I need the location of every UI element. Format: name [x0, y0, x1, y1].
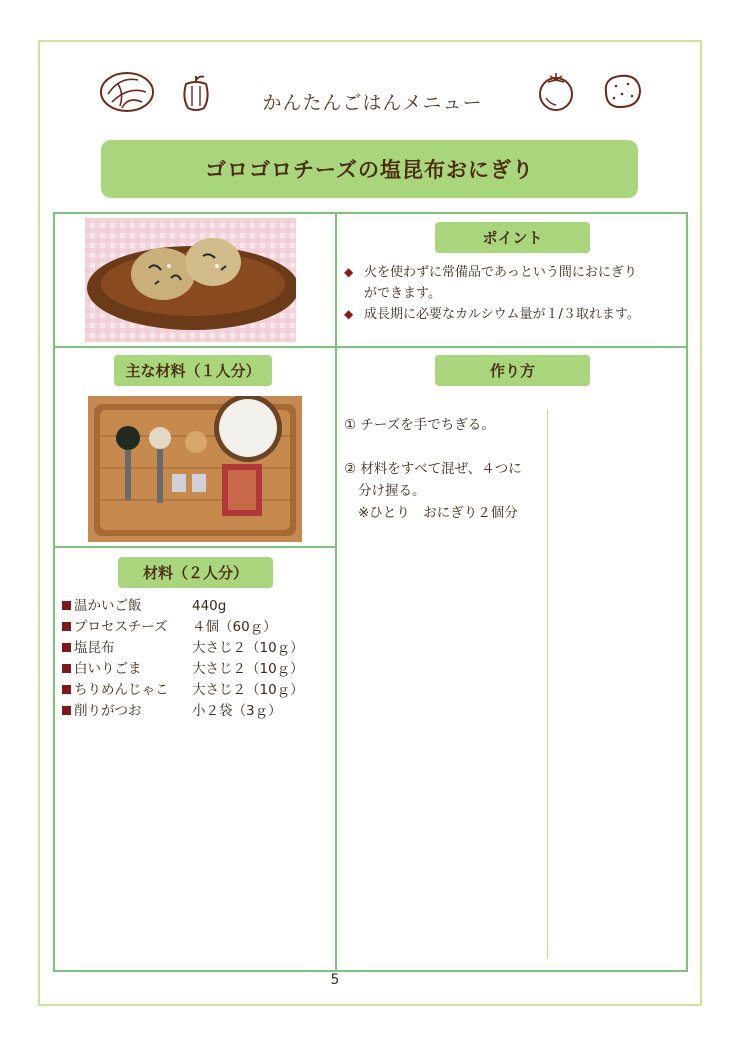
- onigiri-photo: [85, 218, 296, 342]
- point-item: ◆ 成長期に必要なカルシウム量が１/３取れます。: [344, 304, 684, 326]
- main-ingredients-label: 主な材料（１人分）: [114, 355, 272, 386]
- square-bullet-icon: [62, 622, 71, 631]
- method-divider: [547, 410, 548, 958]
- series-title: かんたんごはんメニュー: [262, 92, 483, 114]
- grid-divider-row2: [53, 546, 337, 548]
- ingredient-row: 白いりごま 大さじ２（10ｇ）: [62, 659, 142, 679]
- ingredients-label: 材料（２人分）: [118, 557, 273, 588]
- square-bullet-icon: [62, 685, 71, 694]
- grid-divider-row1: [53, 346, 688, 348]
- ingredients-photo: [88, 396, 302, 542]
- recipe-title: ゴロゴロチーズの塩昆布おにぎり: [101, 140, 638, 198]
- method-step: ② 材料をすべて混ぜ、４つに 分け握る。 ※ひとり おにぎり２個分: [344, 461, 522, 521]
- method-step: ① チーズを手でちぎる。: [344, 417, 495, 433]
- square-bullet-icon: [62, 601, 71, 610]
- diamond-bullet-icon: ◆: [344, 265, 354, 279]
- square-bullet-icon: [62, 643, 71, 652]
- ingredient-row: ちりめんじゃこ 大さじ２（10ｇ）: [62, 680, 169, 700]
- ingredient-row: 削りがつお 小２袋（3ｇ）: [62, 701, 142, 721]
- square-bullet-icon: [62, 664, 71, 673]
- grid-divider-vertical: [335, 212, 337, 972]
- square-bullet-icon: [62, 706, 71, 715]
- point-item: ◆ 火を使わずに常備品であっという間におにぎり ができます。: [344, 262, 684, 306]
- point-label: ポイント: [435, 222, 590, 253]
- page-number: 5: [330, 972, 340, 988]
- ingredient-row: 温かいご飯 440g: [62, 596, 142, 616]
- diamond-bullet-icon: ◆: [344, 307, 354, 321]
- ingredient-row: プロセスチーズ ４個（60ｇ）: [62, 617, 168, 637]
- ingredient-row: 塩昆布 大さじ２（10ｇ）: [62, 638, 115, 658]
- method-label: 作り方: [435, 355, 590, 386]
